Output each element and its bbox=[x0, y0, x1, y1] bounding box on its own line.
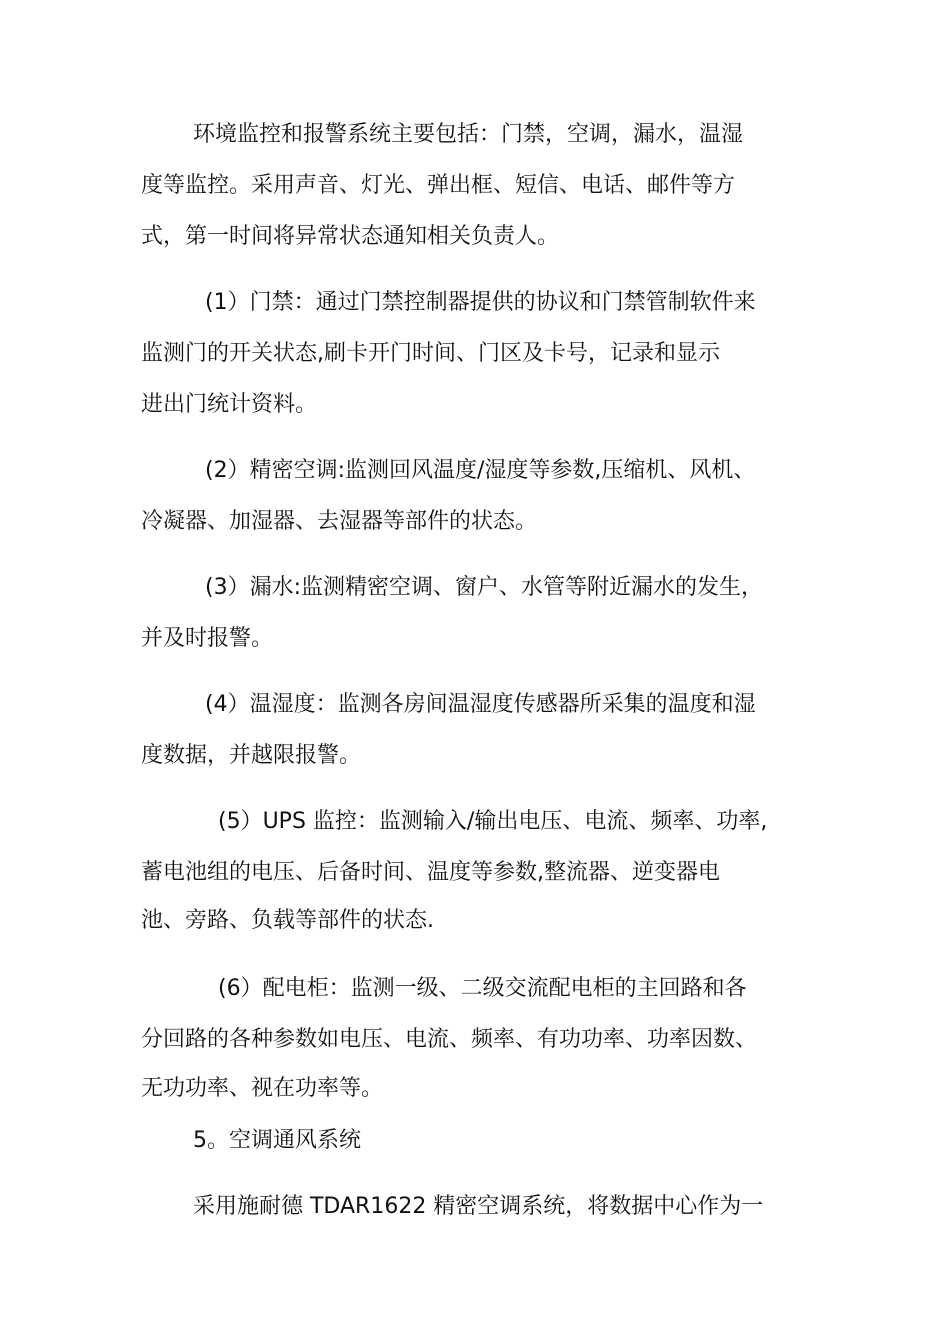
paragraph-item-4-line-1: (4）温湿度：监测各房间温湿度传感器所采集的温度和湿 bbox=[205, 692, 756, 717]
paragraph-intro-line-2: 度等监控。采用声音、灯光、弹出框、短信、电话、邮件等方 bbox=[141, 173, 736, 198]
paragraph-item-4-line-2: 度数据，并越限报警。 bbox=[141, 743, 362, 768]
paragraph-item-3-line-1: (3）漏水:监测精密空调、窗户、水管等附近漏水的发生， bbox=[205, 575, 763, 600]
paragraph-intro-line-1: 环境监控和报警系统主要包括：门禁，空调，漏水，温湿 bbox=[193, 122, 744, 147]
paragraph-intro-line-3: 式，第一时间将异常状态通知相关负责人。 bbox=[141, 224, 560, 249]
paragraph-item-5-line-3: 池、旁路、负载等部件的状态. bbox=[141, 908, 434, 933]
paragraph-item-6-line-2: 分回路的各种参数如电压、电流、频率、有功功率、功率因数、 bbox=[141, 1027, 758, 1052]
paragraph-item-5-line-2: 蓄电池组的电压、后备时间、温度等参数,整流器、逆变器电 bbox=[141, 860, 720, 885]
paragraph-item-5-line-1: (5）UPS 监控：监测输入/输出电压、电流、频率、功率, bbox=[218, 809, 768, 834]
paragraph-item-1-line-3: 进出门统计资料。 bbox=[141, 392, 318, 417]
paragraph-item-3-line-2: 并及时报警。 bbox=[141, 626, 274, 651]
paragraph-item-2-line-1: (2）精密空调:监测回风温度/湿度等参数,压缩机、风机、 bbox=[205, 458, 756, 483]
paragraph-aircon-line-1: 采用施耐德 TDAR1622 精密空调系统，将数据中心作为一 bbox=[193, 1194, 764, 1219]
paragraph-item-6-line-1: (6）配电柜：监测一级、二级交流配电柜的主回路和各 bbox=[218, 976, 747, 1001]
paragraph-item-1-line-1: (1）门禁：通过门禁控制器提供的协议和门禁管制软件来 bbox=[205, 290, 756, 315]
paragraph-item-1-line-2: 监测门的开关状态,刷卡开门时间、门区及卡号，记录和显示 bbox=[141, 341, 720, 366]
paragraph-item-6-line-3: 无功功率、视在功率等。 bbox=[141, 1076, 384, 1101]
section-heading-5: 5。空调通风系统 bbox=[193, 1128, 361, 1153]
paragraph-item-2-line-2: 冷凝器、加湿器、去湿器等部件的状态。 bbox=[141, 509, 538, 534]
